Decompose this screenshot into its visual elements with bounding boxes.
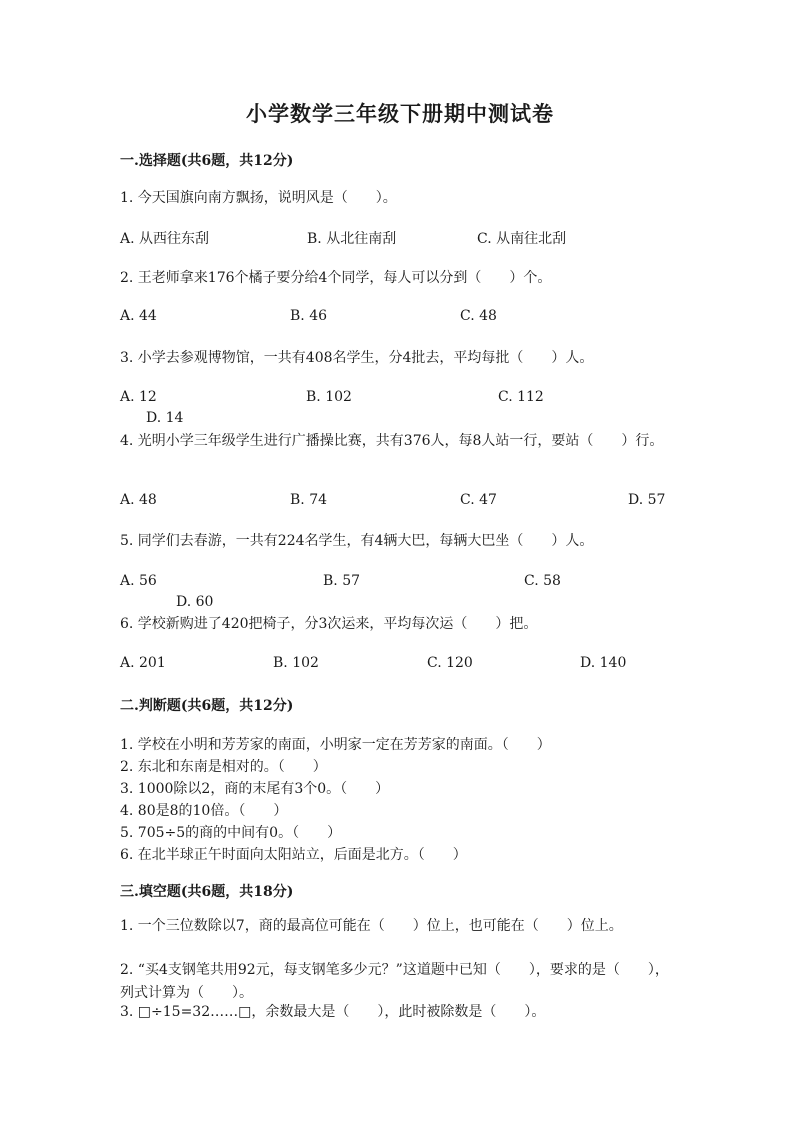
- option: A. 从西往东刮: [120, 231, 210, 247]
- option: A. 56: [120, 573, 157, 589]
- option: D. 60: [176, 594, 214, 610]
- question-stem: 1. 今天国旗向南方飘扬，说明风是（ ）。: [120, 190, 397, 206]
- section-heading-true-false: 二.判断题(共6题，共12分): [120, 698, 294, 714]
- true-false-item: 1. 学校在小明和芳芳家的南面，小明家一定在芳芳家的南面。（ ）: [120, 737, 551, 753]
- fill-in-item: 1. 一个三位数除以7，商的最高位可能在（ ）位上，也可能在（ ）位上。: [120, 918, 623, 934]
- question-stem: 5. 同学们去春游，一共有224名学生，有4辆大巴，每辆大巴坐（ ）人。: [120, 533, 594, 549]
- option: D. 57: [628, 492, 666, 508]
- option: A. 201: [120, 655, 166, 671]
- true-false-item: 3. 1000除以2，商的末尾有3个0。（ ）: [120, 781, 390, 797]
- option: C. 从南往北刮: [477, 231, 567, 247]
- question-stem: 3. 小学去参观博物馆，一共有408名学生，分4批去，平均每批（ ）人。: [120, 350, 594, 366]
- fill-in-item: 2. “买4支钢笔共用92元，每支钢笔多少元？”这道题中已知（ ），要求的是（ ），列式计算为（ ）。: [120, 962, 669, 1001]
- option: A. 48: [120, 492, 157, 508]
- true-false-item: 4. 80是8的10倍。（ ）: [120, 803, 288, 819]
- section-heading-fill-in: 三.填空题(共6题，共18分): [120, 884, 294, 900]
- question-stem: 6. 学校新购进了420把椅子，分3次运来，平均每次运（ ）把。: [120, 616, 538, 632]
- question-stem: 4. 光明小学三年级学生进行广播操比赛，共有376人，每8人站一行，要站（ ）行。: [120, 433, 664, 449]
- option: B. 74: [290, 492, 328, 508]
- option: A. 12: [120, 389, 157, 405]
- option: D. 14: [146, 410, 184, 426]
- option: D. 140: [580, 655, 627, 671]
- page-title: 小学数学三年级下册期中测试卷: [246, 101, 554, 126]
- question-stem: 2. 王老师拿来176个橘子要分给4个同学，每人可以分到（ ）个。: [120, 270, 552, 286]
- option: C. 58: [524, 573, 561, 589]
- option: C. 120: [427, 655, 473, 671]
- true-false-item: 5. 705÷5的商的中间有0。（ ）: [120, 825, 342, 841]
- option: B. 102: [273, 655, 319, 671]
- option: B. 102: [306, 389, 352, 405]
- option: B. 46: [290, 308, 328, 324]
- option: C. 112: [498, 389, 544, 405]
- true-false-item: 2. 东北和东南是相对的。（ ）: [120, 759, 327, 775]
- option: C. 47: [460, 492, 497, 508]
- option: C. 48: [460, 308, 497, 324]
- option: B. 57: [323, 573, 361, 589]
- section-heading-choice: 一.选择题(共6题，共12分): [120, 153, 294, 169]
- true-false-item: 6. 在北半球正午时面向太阳站立，后面是北方。（ ）: [120, 847, 467, 863]
- option: A. 44: [120, 308, 157, 324]
- fill-in-item: 3. □÷15=32……□，余数最大是（ ），此时被除数是（ ）。: [120, 1004, 546, 1020]
- option: B. 从北往南刮: [307, 231, 397, 247]
